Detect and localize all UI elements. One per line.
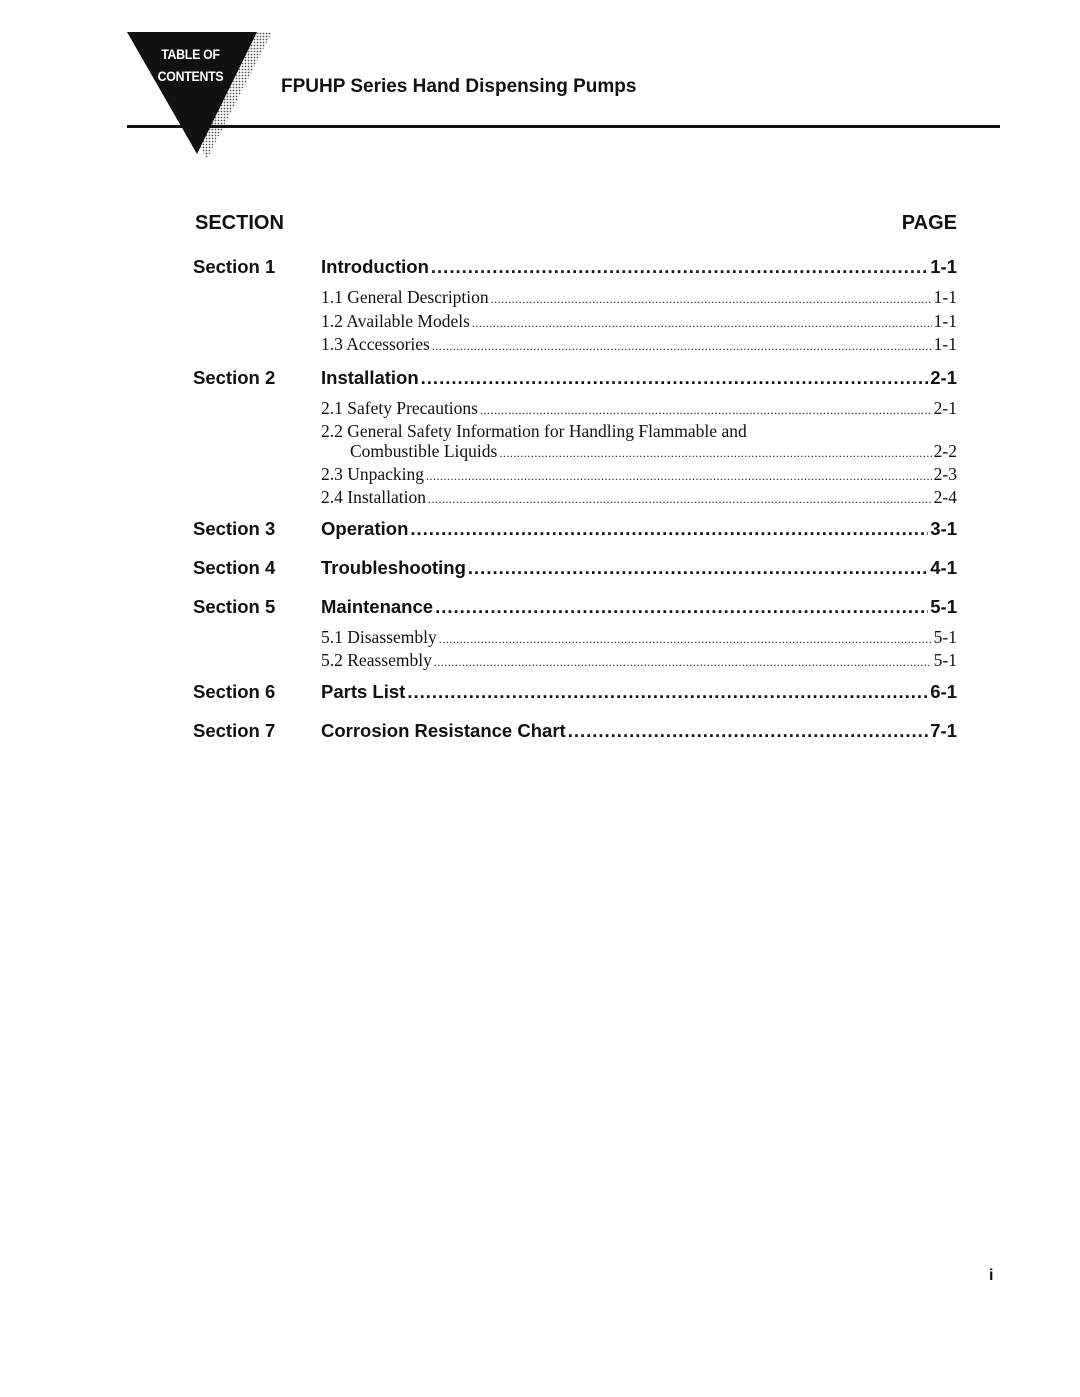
toc-entry-corrosion-resistance-chart[interactable] <box>321 720 957 742</box>
toc-entry-title: Operation <box>321 518 409 539</box>
toc-subentry[interactable] <box>321 398 957 419</box>
dot-leader <box>431 256 928 278</box>
dot-leader <box>472 316 932 331</box>
section-label: Section 7 <box>193 720 276 741</box>
toc-entry-title: Troubleshooting <box>321 557 466 578</box>
dot-leader <box>468 557 928 579</box>
toc-subentry-title: 2.3 Unpacking <box>321 464 425 484</box>
toc-entry-page: 1-1 <box>930 256 957 277</box>
section-label: Section 5 <box>193 596 276 617</box>
toc-entry-page: 5-1 <box>930 596 957 617</box>
dot-leader <box>491 292 932 307</box>
section-label: Section 4 <box>193 557 276 578</box>
section-label: Section 3 <box>193 518 276 539</box>
dot-leader <box>421 367 929 389</box>
toc-subentry-title-line1[interactable]: 2.2 General Safety Information for Handling Flammable and <box>321 421 747 441</box>
toc-entry-title: Corrosion Resistance Chart <box>321 720 566 741</box>
toc-entry-page: 3-1 <box>930 518 957 539</box>
dot-leader <box>480 403 932 418</box>
toc-subentry[interactable] <box>321 311 957 332</box>
dot-leader <box>410 518 928 540</box>
toc-subentry[interactable] <box>321 487 957 508</box>
toc-entry-title: Parts List <box>321 681 406 702</box>
dot-leader <box>568 720 929 742</box>
toc-subentry-title: 1.2 Available Models <box>321 311 470 331</box>
toc-subentry-page: 1-1 <box>933 287 957 307</box>
page-column-header: PAGE <box>901 212 957 234</box>
toc-entry-operation[interactable] <box>321 518 957 540</box>
toc-subentry-title: 2.1 Safety Precautions <box>321 398 478 418</box>
toc-subentry-page: 1-1 <box>933 311 957 331</box>
toc-subentry-title: 1.1 General Description <box>321 287 489 307</box>
toc-entry-title: Installation <box>321 367 419 388</box>
dot-leader <box>432 339 932 354</box>
toc-subentry-page: 2-3 <box>933 464 957 484</box>
toc-entry-maintenance[interactable] <box>321 596 957 618</box>
section-column-header: SECTION <box>195 212 284 234</box>
toc-entry-installation[interactable] <box>321 367 957 389</box>
toc-subentry[interactable] <box>321 334 957 355</box>
toc-subentry-page: 2-4 <box>933 487 957 507</box>
toc-entry-introduction[interactable] <box>321 256 957 278</box>
toc-entry-page: 2-1 <box>930 367 957 388</box>
dot-leader <box>439 632 932 647</box>
toc-subentry-page: 5-1 <box>933 627 957 647</box>
toc-subentry-title: 5.2 Reassembly <box>321 650 432 670</box>
dot-leader <box>426 469 932 484</box>
toc-subentry-page: 1-1 <box>933 334 957 354</box>
page-number: i <box>989 1267 994 1284</box>
toc-subentry[interactable] <box>321 650 957 671</box>
toc-entry-title: Maintenance <box>321 596 434 617</box>
dot-leader <box>407 681 928 703</box>
toc-subentry[interactable] <box>321 627 957 648</box>
toc-subentry-title: 5.1 Disassembly <box>321 627 437 647</box>
dot-leader <box>428 492 932 507</box>
toc-entry-title: Introduction <box>321 256 429 277</box>
section-label: Section 6 <box>193 681 276 702</box>
dot-leader <box>434 655 932 670</box>
toc-entry-page: 7-1 <box>930 720 957 741</box>
toc-subentry-title: 2.4 Installation <box>321 487 426 507</box>
toc-entry-troubleshooting[interactable] <box>321 557 957 579</box>
toc-subentry-title: 1.3 Accessories <box>321 334 430 354</box>
header-rule <box>127 125 1000 128</box>
toc-entry-parts-list[interactable] <box>321 681 957 703</box>
toc-entry-page: 4-1 <box>930 557 957 578</box>
section-label: Section 1 <box>193 256 276 277</box>
badge-text <box>150 43 231 87</box>
dot-leader <box>499 446 931 461</box>
toc-subentry[interactable] <box>321 441 957 462</box>
toc-subentry-page: 5-1 <box>933 650 957 670</box>
toc-subentry[interactable] <box>321 464 957 485</box>
toc-subentry-page: 2-2 <box>933 441 957 461</box>
badge-line-1: TABLE OF <box>161 46 220 62</box>
document-title: FPUHP Series Hand Dispensing Pumps <box>281 76 637 97</box>
toc-entry-page: 6-1 <box>930 681 957 702</box>
toc-subentry-page: 2-1 <box>933 398 957 418</box>
section-label: Section 2 <box>193 367 276 388</box>
badge-line-2: CONTENTS <box>157 68 224 84</box>
toc-subentry-title-line2: Combustible Liquids <box>350 441 498 461</box>
dot-leader <box>435 596 928 618</box>
toc-subentry[interactable] <box>321 287 957 308</box>
